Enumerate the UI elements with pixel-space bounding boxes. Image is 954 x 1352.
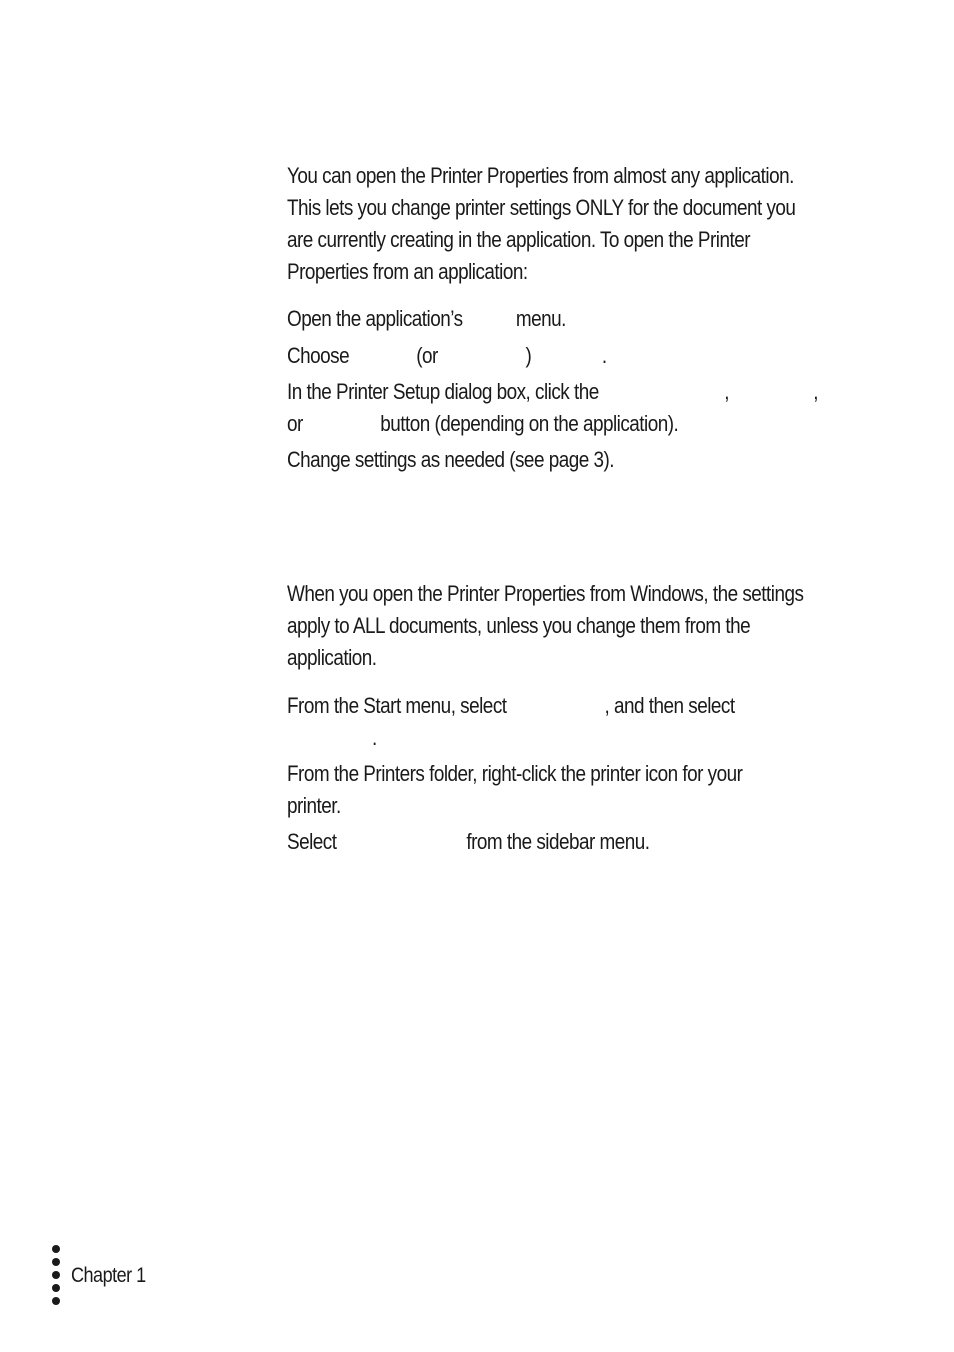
step-text: Open the application’s [287,306,463,331]
section1-step-2 [287,340,607,372]
section2-intro-line-2: apply to ALL documents, unless you change them from the [287,613,751,638]
step-text: button (depending on the application). [380,411,679,436]
step-text: or [287,411,303,436]
dot-icon [52,1284,60,1292]
section1-step-1 [287,303,566,335]
section2-step-2-line-1: From the Printers folder, right-click the printer icon for your [287,761,743,786]
step-text: . [601,343,607,368]
step-text: From the Start menu, select [287,693,507,718]
section2-step-1-line-2: . [372,725,377,750]
section2-step-1-line-1 [287,690,735,722]
dot-icon [52,1258,60,1266]
step-text: ) [525,343,532,368]
section1-intro-line-1: You can open the Printer Properties from almost any application. [287,163,794,188]
section1-intro-line-2: This lets you change printer settings ONLY for the document you [287,195,796,220]
section2-step-2-line-2: printer. [287,793,341,818]
section1-step-3-line-1 [287,376,818,408]
section2-intro-line-1: When you open the Printer Properties from Windows, the settings [287,581,804,606]
section2-intro-line-3: application. [287,645,377,670]
step-text: from the sidebar menu. [466,829,650,854]
section1-intro-line-4: Properties from an application: [287,259,528,284]
step-text: Choose [287,343,350,368]
step-text: menu. [515,306,566,331]
step-text: , and then select [604,693,735,718]
step-text: Select [287,829,337,854]
footer-chapter-label: Chapter 1 [71,1264,146,1287]
section1-intro-line-3: are currently creating in the application. To open the Printer [287,227,751,252]
section1-step-3-line-2 [287,408,678,440]
section2-step-3 [287,826,650,858]
footer-dot-leader [52,1245,62,1310]
step-text: In the Printer Setup dialog box, click the [287,379,599,404]
dot-icon [52,1245,60,1253]
step-text: , [724,379,730,404]
dot-icon [52,1271,60,1279]
section1-step-4: Change settings as needed (see page 3). [287,447,614,472]
step-text: , [813,379,819,404]
dot-icon [52,1297,60,1305]
step-text: (or [416,343,438,368]
